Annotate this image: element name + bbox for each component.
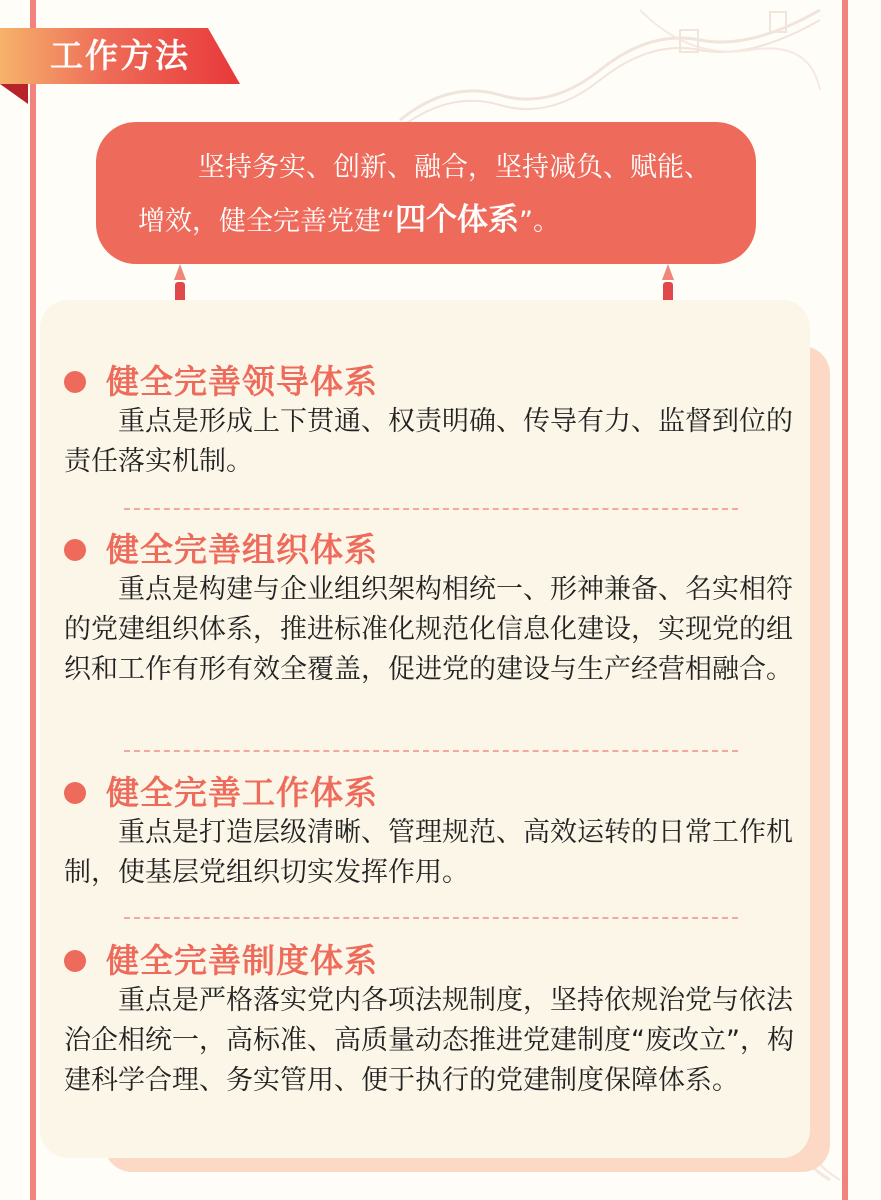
section-body-work bbox=[64, 813, 794, 893]
bullet-dot-icon bbox=[64, 782, 86, 804]
connector-arrow-right bbox=[662, 264, 674, 280]
bullet-dot-icon bbox=[64, 539, 86, 561]
section-divider bbox=[124, 750, 738, 752]
section-heading-leadership: 健全完善领导体系 bbox=[106, 362, 378, 401]
bullet-dot-icon bbox=[64, 371, 86, 393]
section-heading-organization: 健全完善组织体系 bbox=[106, 530, 378, 569]
intro-line-2-pre: 增效，健全完善党建“ bbox=[138, 206, 395, 237]
section-text: 重点是构建与企业组织架构相统一、形神兼备、名实相符的党建组织体系，推进标准化规范化信息化建设，实现党的组织和工作有形有效全覆盖，促进党的建设与生产经营相融合。 bbox=[64, 574, 793, 685]
section-text: 重点是严格落实党内各项法规制度，坚持依规治党与依法治企相统一，高标准、高质量动态推进党建制度“废改立”，构建科学合理、务实管用、便于执行的党建制度保障体系。 bbox=[64, 985, 794, 1096]
intro-bubble bbox=[96, 122, 756, 264]
section-text: 重点是形成上下贯通、权责明确、传导有力、监督到位的责任落实机制。 bbox=[64, 406, 793, 477]
intro-line-2-post: ”。 bbox=[519, 206, 560, 237]
section-body-leadership bbox=[64, 402, 794, 482]
section-body-organization bbox=[64, 570, 794, 690]
intro-line-1: 坚持务实、创新、融合，坚持减负、赋能、 bbox=[198, 152, 711, 183]
connector-arrow-left bbox=[174, 264, 186, 280]
intro-line-2 bbox=[138, 198, 738, 242]
section-divider bbox=[124, 917, 738, 919]
great-wall-decoration bbox=[390, 0, 830, 130]
left-frame-border bbox=[30, 0, 36, 1200]
bullet-dot-icon bbox=[64, 950, 86, 972]
section-divider bbox=[124, 508, 738, 510]
title-ribbon-fold bbox=[0, 84, 28, 104]
intro-emphasis: 四个体系 bbox=[395, 202, 519, 238]
section-body-institution bbox=[64, 981, 794, 1101]
section-heading-institution: 健全完善制度体系 bbox=[106, 941, 378, 980]
page-title: 工作方法 bbox=[50, 36, 190, 75]
section-text: 重点是打造层级清晰、管理规范、高效运转的日常工作机制，使基层党组织切实发挥作用。 bbox=[64, 817, 793, 888]
section-heading-work: 健全完善工作体系 bbox=[106, 773, 378, 812]
